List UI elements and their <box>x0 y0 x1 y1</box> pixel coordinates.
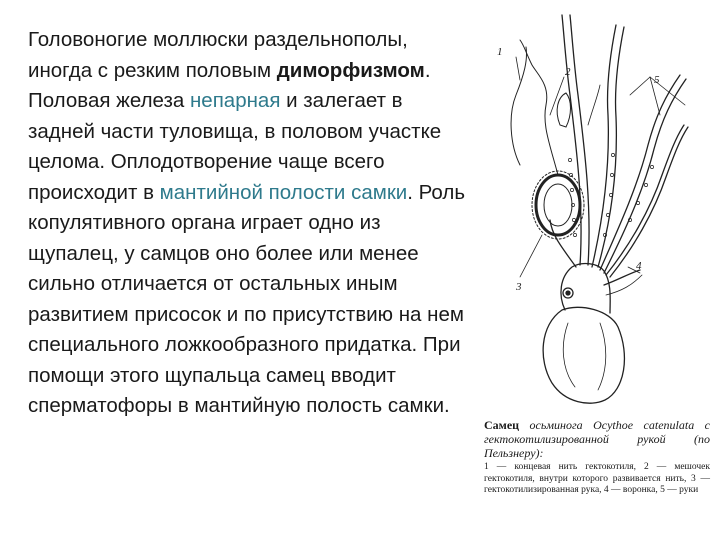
figure-label-3: 3 <box>516 281 522 293</box>
highlight-term-unpaired: непарная <box>189 89 281 112</box>
bold-term-dimorphism: диморфизмом <box>276 58 425 82</box>
text-part: . Половая железа <box>28 58 431 112</box>
main-paragraph <box>28 25 468 422</box>
arm <box>606 125 684 275</box>
text-part: и залегает в задней части туловища, в половом участке целома. Оплодотворение чаще всего происходит в <box>28 89 442 204</box>
caption-title-bold: Самец <box>484 418 520 432</box>
caption-credit: (по Пельзнеру): <box>484 432 710 460</box>
mantle-outline <box>543 307 624 403</box>
text-part: Головоногие моллюски раздельнополы, иногда с резким половым <box>28 28 408 82</box>
arm <box>592 25 616 267</box>
caption-legend: 1 — концевая нить гектокотиля, 2 — мешочек гектокотиля, внутри которого развивается нить, 3 — гектокотилизированная рука, 4 — воронка, 5 — руки <box>484 462 710 495</box>
caption-title-rest: осьминога Ocythoe catenulata с гектокотилизированной рукой <box>484 418 710 446</box>
figure-caption <box>484 418 710 497</box>
caption-title <box>484 418 710 460</box>
highlight-term-mantle-cavity: мантийной полости самки <box>159 180 408 204</box>
figure-label-5: 5 <box>654 74 660 86</box>
hectocotylus-sac <box>557 93 570 127</box>
text-part: . Роль копулятивного органа играет одно из щупалец, у самцов оно более или менее сильно отличается от остальных иным развитием присосок и по присутствию на нем специального ложкообразного придатка. При помощи этого щупальца самец вводит сперматофоры в мантийную полость самки. <box>28 180 466 417</box>
figure-label-2: 2 <box>565 66 571 78</box>
octopus-illustration <box>480 5 710 415</box>
figure-label-1: 1 <box>497 46 503 58</box>
figure-label-4: 4 <box>636 260 642 272</box>
